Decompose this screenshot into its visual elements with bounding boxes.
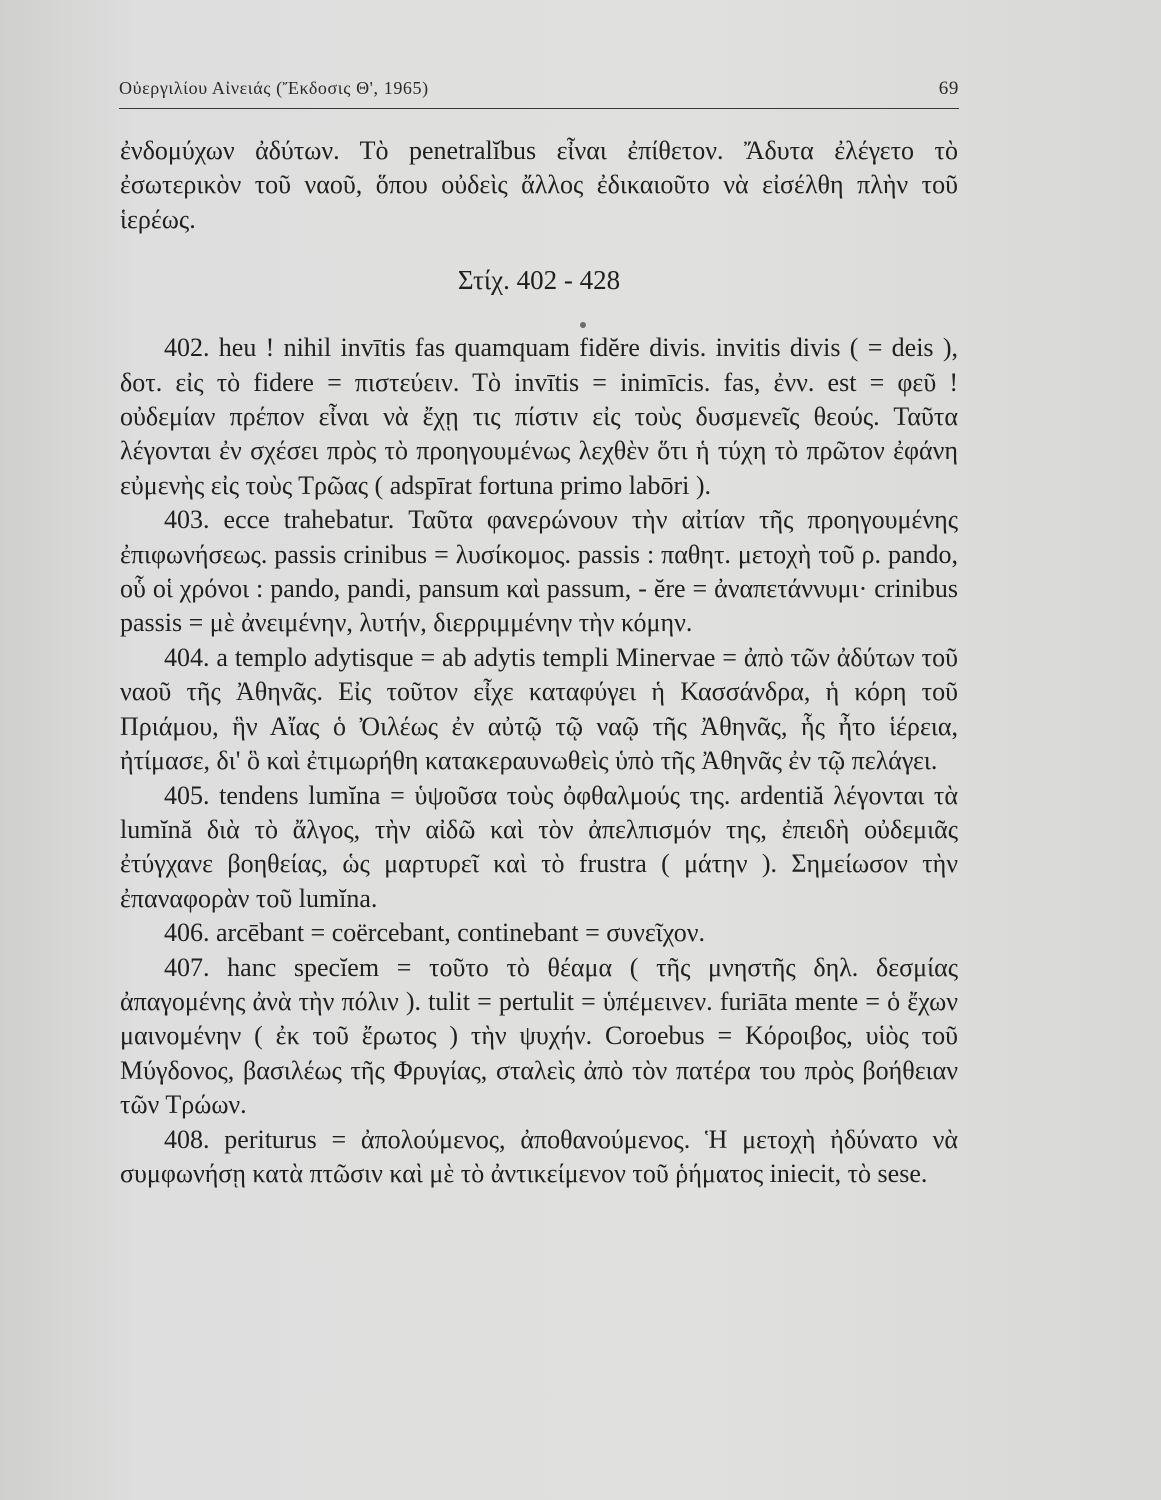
paragraph-404: 404. a templo adytisque = ab adytis templi Minervae = ἀπὸ τῶν ἀδύτων τοῦ ναοῦ τῆς Ἀθηνᾶς. Εἰς τοῦτον εἶχε καταφύγει ἡ Κασσάνδρα, ἡ κόρη τοῦ Πριάμου, ἣν Αἴας ὁ Ὀιλέως ἐν αὐτῷ τῷ ναῷ τῆς Ἀθηνᾶς, ἧς ἦτο ἱέρεια, ἠτίμασε, δι' ὃ καὶ ἐτιμωρήθη κατακεραυνωθεὶς ὑπὸ τῆς Ἀθηνᾶς ἐν τῷ πελάγει. (120, 642, 958, 776)
paragraph-408: 408. periturus = ἀπολούμενος, ἀποθανούμενος. Ἡ μετοχὴ ἠδύνατο νὰ συμφωνήσῃ κατὰ πτῶσιν καὶ μὲ τὸ ἀντικείμενον τοῦ ῥήματος iniecit, τὸ sese. (120, 1124, 958, 1188)
paragraph-403: 403. ecce trahebatur. Ταῦτα φανερώνουν τὴν αἰτίαν τῆς προηγουμένης ἐπιφωνήσεως. passis crinibus = λυσίκομος. passis : παθητ. μετοχὴ τοῦ ρ. pando, οὗ οἱ χρόνοι : pando, pandi, pansum καὶ passum, - ĕre = ἀναπετάννυμι· crinibus passis = μὲ ἀνειμένην, λυτήν, διερριμμένην τὴν κόμην. (120, 505, 958, 638)
print-speck (580, 322, 586, 328)
body-text (120, 134, 958, 1191)
intro-paragraph: ἐνδομύχων ἀδύτων. Τὸ penetralĭbus εἶναι ἐπίθετον. Ἄδυτα ἐλέγετο τὸ ἐσωτερικὸν τοῦ ναοῦ, ὅπου οὐδεὶς ἄλλος ἐδικαιοῦτο νὰ εἰσέλθη πλὴν τοῦ ἱερέως. (120, 136, 958, 234)
paragraph-402: 402. heu ! nihil invītis fas quamquam fidĕre divis. invitis divis ( = deis ), δοτ. εἰς τὸ fidere = πιστεύειν. Τὸ invītis = inimīcis. fas, ἐνν. est = φεῦ ! οὐδεμίαν πρέπον εἶναι νὰ ἔχῃ τις πίστιν εἰς τοὺς δυσμενεῖς θεούς. Ταῦτα λέγονται ἐν σχέσει πρὸς τὸ προηγουμένως λεχθὲν ὅτι ἡ τύχη τὸ πρῶτον ἐφάνη εὐμενὴς εἰς τοὺς Τρῶας ( adspīrat fortuna primo labōri ). (120, 333, 958, 500)
header-rule (119, 108, 959, 109)
section-heading: Στίχ. 402 - 428 (457, 265, 621, 296)
running-header (119, 78, 959, 112)
paragraph-405: 405. tendens lumĭna = ὑψοῦσα τοὺς ὀφθαλμούς της. ardentiă λέγονται τὰ lumĭnă διὰ τὸ ἄλγος, τὴν αἰδῶ καὶ τὸν ἀπελπισμόν της, ἐπειδὴ οὐδεμιᾶς ἐτύγχανε βοηθείας, ὡς μαρτυρεῖ καὶ τὸ frustra ( μάτην ). Σημείωσον τὴν ἐπαναφορὰν τοῦ lumĭna. (120, 780, 958, 913)
running-title: Οὐεργιλίου Αἰνειάς (Ἔκδοσις Θ', 1965) (119, 78, 429, 98)
paragraph-406: 406. arcēbant = coërcebant, continebant = συνεῖχον. (164, 918, 706, 948)
page-number: 69 (938, 78, 959, 99)
paragraph-407: 407. hanc specĭem = τοῦτο τὸ θέαμα ( τῆς μνηστῆς δηλ. δεσμίας ἀπαγομένης ἀνὰ τὴν πόλιν ). tulit = pertulit = ὑπέμεινεν. furiāta mente = ὁ ἔχων μαινομένην ( ἐκ τοῦ ἔρωτος ) τὴν ψυχήν. Coroebus = Κόροιβος, υἱὸς τοῦ Μύγδονος, βασιλέως τῆς Φρυγίας, σταλεὶς ἀπὸ τὸν πατέρα του πρὸς βοήθειαν τῶν Τρώων. (120, 952, 958, 1120)
